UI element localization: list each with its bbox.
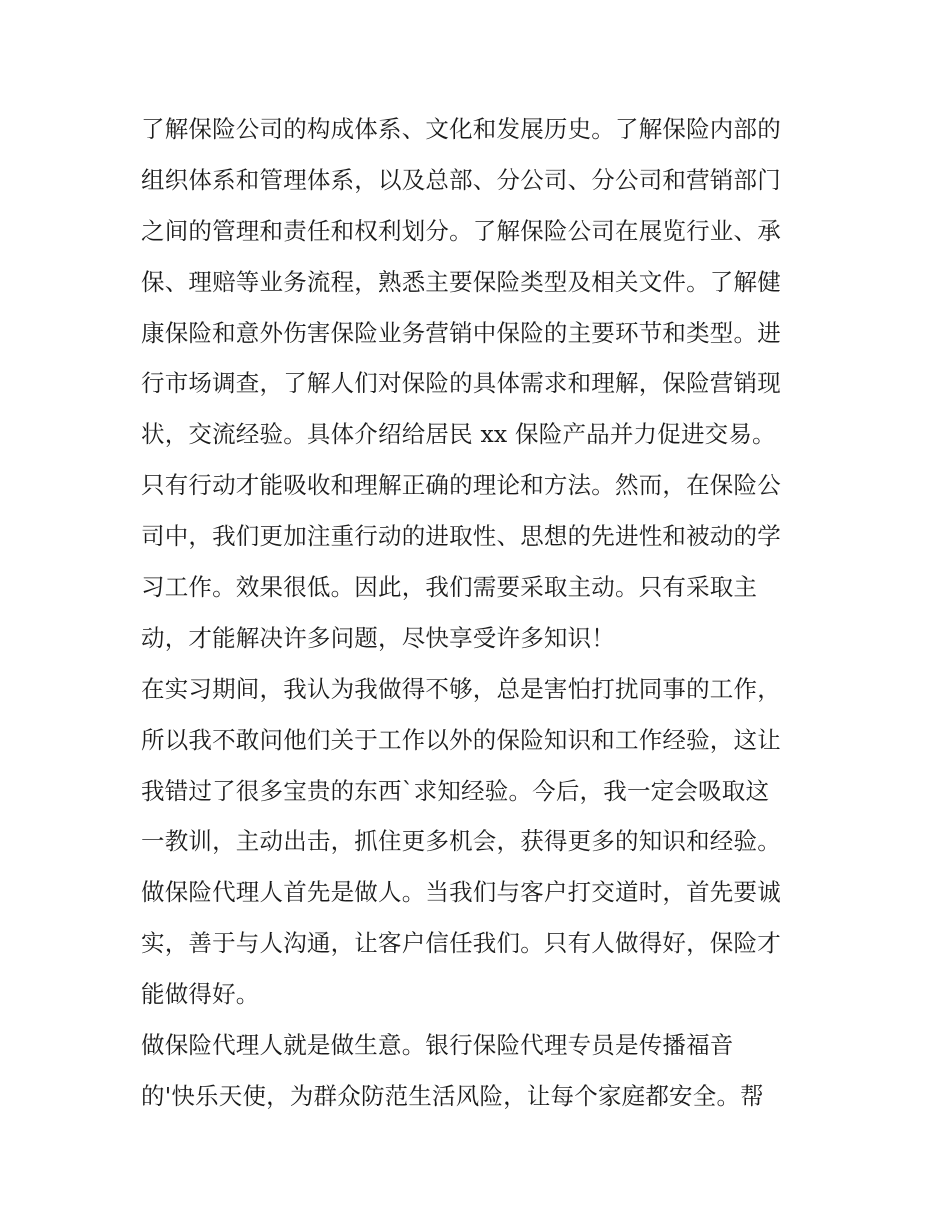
text-line: 司中，我们更加注重行动的进取性、思想的先进性和被动的学 [141, 522, 781, 551]
document-body [141, 104, 821, 1122]
text-line: 的'快乐天使，为群众防范生活风险，让每个家庭都安全。帮 [141, 1081, 764, 1110]
text-line: 所以我不敢问他们关于工作以外的保险知识和工作经验，这让 [141, 725, 781, 754]
text-line: 行市场调查，了解人们对保险的具体需求和理解，保险营销现 [141, 369, 781, 398]
text-line: 我错过了很多宝贵的东西`求知经验。今后，我一定会吸取这 [141, 776, 770, 805]
text-line: 之间的管理和责任和权利划分。了解保险公司在展览行业、承 [141, 216, 781, 245]
text-line: 习工作。效果很低。因此，我们需要采取主动。只有采取主 [141, 573, 758, 602]
text-line: 动，才能解决许多问题，尽快享受许多知识！ [141, 623, 615, 652]
text-line: 状，交流经验。具体介绍给居民 xx 保险产品并力促进交易。 [141, 420, 776, 449]
text-line: 保、理赔等业务流程，熟悉主要保险类型及相关文件。了解健 [141, 267, 781, 296]
text-line: 只有行动才能吸收和理解正确的理论和方法。然而，在保险公 [141, 471, 781, 500]
text-line: 一教训，主动出击，抓住更多机会，获得更多的知识和经验。 [141, 827, 781, 856]
text-line: 做保险代理人首先是做人。当我们与客户打交道时，首先要诚 [141, 878, 781, 907]
text-line: 做保险代理人就是做生意。银行保险代理专员是传播福音 [141, 1031, 734, 1060]
text-line: 实，善于与人沟通，让客户信任我们。只有人做得好，保险才 [141, 929, 781, 958]
text-line: 组织体系和管理体系，以及总部、分公司、分公司和营销部门 [141, 165, 781, 194]
text-line: 在实习期间，我认为我做得不够，总是害怕打扰同事的工作， [141, 674, 781, 703]
text-line: 能做得好。 [141, 980, 260, 1009]
text-line: 了解保险公司的构成体系、文化和发展历史。了解保险内部的 [141, 115, 781, 143]
text-line: 康保险和意外伤害保险业务营销中保险的主要环节和类型。进 [141, 318, 781, 347]
